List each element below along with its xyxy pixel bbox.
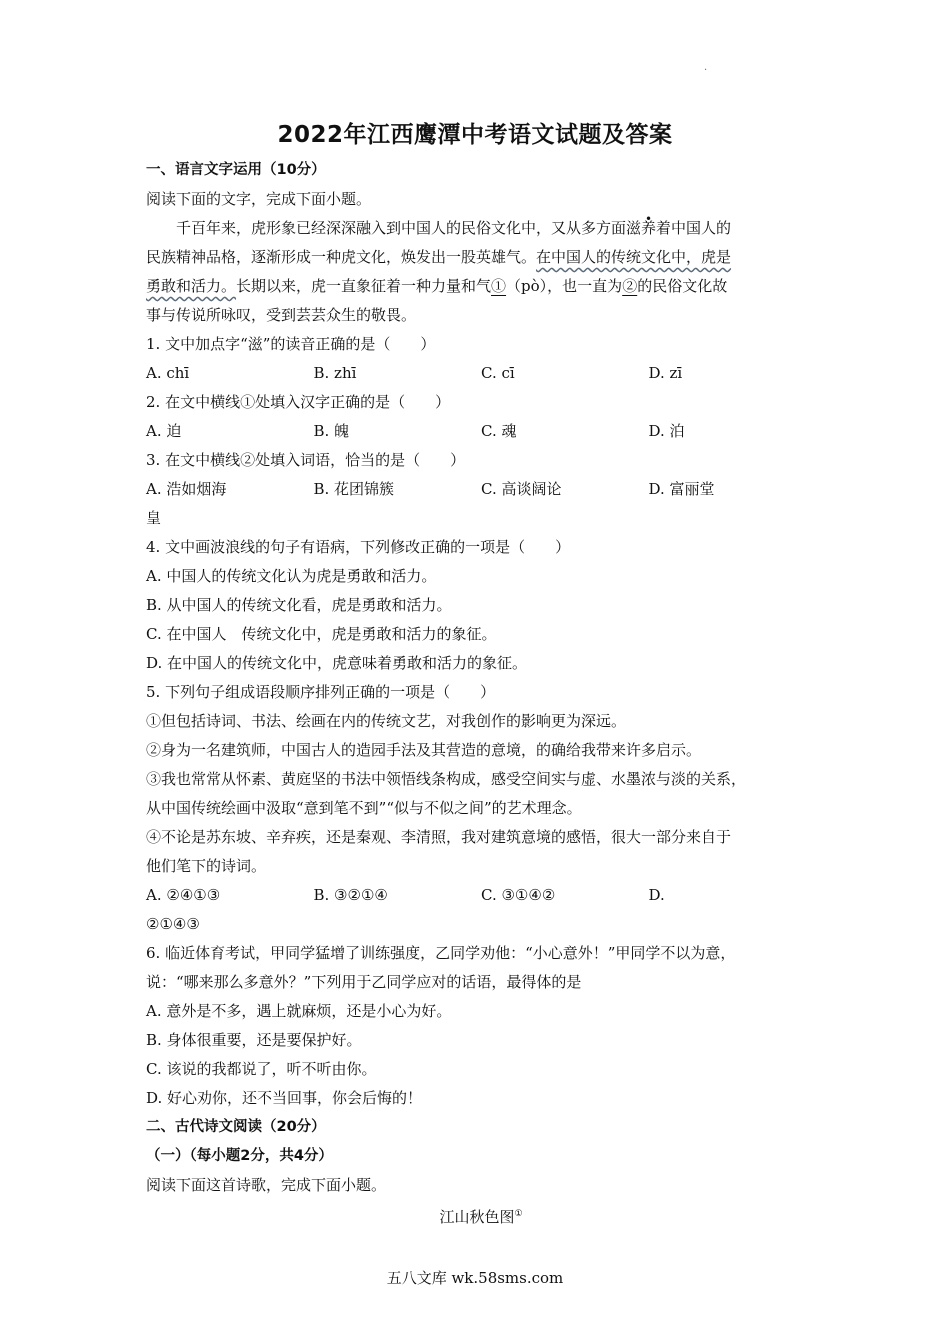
passage-line-4: 事与传说所咏叹，受到芸芸众生的敬畏。 [146, 306, 417, 324]
option-d: D. 富丽堂 [648, 480, 715, 498]
document-body [146, 156, 816, 1229]
sentence-2: ②身为一名建筑师，中国古人的造园手法及其营造的意境，的确给我带来许多启示。 [146, 741, 702, 759]
wavy-underlined-sentence: 在中国人的传统文化中，虎是 [536, 248, 732, 266]
section1-instruction: 阅读下面的文字，完成下面小题。 [146, 190, 372, 208]
question-1-stem: 1. 文中加点字“滋”的读音正确的是（ ） [146, 335, 436, 353]
option-b: B. ③②①④ [313, 886, 388, 904]
passage-text: 千百年来，虎形象已经深深融入到中国人的民俗文化中，又从多方面 [176, 219, 627, 237]
sentence-4: ④不论是苏东坡、辛弃疾，还是秦观、李清照，我对建筑意境的感悟，很大一部分来自于 [146, 828, 732, 846]
option-a: A. 迫 [146, 422, 182, 440]
question-5-options [146, 881, 816, 910]
option-d: D. 在中国人的传统文化中，虎意味着勇敢和活力的象征。 [146, 654, 528, 672]
option-d: D. 好心劝你，还不当回事，你会后悔的！ [146, 1089, 423, 1107]
option-b: B. 从中国人的传统文化看，虎是勇敢和活力。 [146, 596, 452, 614]
passage-line-2 [146, 243, 816, 272]
top-mark: . [704, 62, 708, 73]
sentence-3: ③我也常常从怀素、黄庭坚的书法中领悟线条构成，感受空间实与虚、水墨浓与淡的关系， [146, 770, 747, 788]
passage-line-1 [146, 214, 816, 243]
question-2-options [146, 417, 816, 446]
footer-watermark: 五八文库 wk.58sms.com [386, 1269, 564, 1287]
poem-title-text: 江山秋色图 [439, 1208, 515, 1226]
passage-text: 民族精神品格，逐渐形成一种虎文化，焕发出一股英雄气。 [146, 248, 537, 266]
section2-instruction: 阅读下面这首诗歌，完成下面小题。 [146, 1176, 387, 1194]
passage-text: （pò），也一直为 [506, 277, 623, 295]
option-c: C. ③①④② [481, 886, 556, 904]
question-5-stem: 5. 下列句子组成语段顺序排列正确的一项是（ ） [146, 683, 496, 701]
option-c: C. 魂 [481, 422, 517, 440]
blank-2: ② [622, 277, 638, 295]
option-a: A. chī [146, 364, 190, 382]
question-5-option-wrap: ②①④③ [146, 915, 200, 933]
passage-line-3 [146, 272, 816, 301]
wavy-underlined-sentence: 勇敢和活力。 [146, 277, 237, 295]
sentence-1: ①但包括诗词、书法、绘画在内的传统文艺，对我创作的影响更为深远。 [146, 712, 627, 730]
question-1-options [146, 359, 816, 388]
option-b: B. 身体很重要，还是要保护好。 [146, 1031, 362, 1049]
option-a: A. 中国人的传统文化认为虎是勇敢和活力。 [146, 567, 437, 585]
option-b: B. 魄 [313, 422, 350, 440]
option-d: D. 泊 [648, 422, 685, 440]
question-6-stem: 6. 临近体育考试，甲同学猛增了训练强度，乙同学劝他：“小心意外！”甲同学不以为意， [146, 944, 736, 962]
poem-footnote-marker: ① [514, 1209, 523, 1219]
page-title: 2022年江西鹰潭中考语文试题及答案 [277, 122, 673, 148]
question-3-options [146, 475, 816, 504]
sentence-3-cont: 从中国传统绘画中汲取“意到笔不到”“似与不似之间”的艺术理念。 [146, 799, 582, 817]
question-2-stem: 2. 在文中横线①处填入汉字正确的是（ ） [146, 393, 451, 411]
question-4-stem: 4. 文中画波浪线的句子有语病，下列修改正确的一项是（ ） [146, 538, 571, 556]
poem-title [146, 1200, 816, 1229]
option-a: A. 意外是不多，遇上就麻烦，还是小心为好。 [146, 1002, 452, 1020]
passage-text: 长期以来，虎一直象征着一种力量和气 [236, 277, 492, 295]
question-6-stem-cont: 说：“哪来那么多意外？”下列用于乙同学应对的话语，最得体的是 [146, 973, 582, 991]
option-d: D. [648, 886, 665, 904]
sentence-4-cont: 他们笔下的诗词。 [146, 857, 267, 875]
emphasized-char: 滋 [626, 219, 642, 237]
option-c: C. cī [481, 364, 515, 382]
question-3-stem: 3. 在文中横线②处填入词语，恰当的是（ ） [146, 451, 466, 469]
question-3-option-wrap: 皇 [146, 509, 162, 527]
section2-subheading: （一）（每小题2分，共4分） [146, 1148, 333, 1164]
section1-heading: 一、语言文字运用（10分） [146, 162, 326, 178]
section2-heading: 二、古代诗文阅读（20分） [146, 1119, 326, 1135]
option-a: A. ②④①③ [146, 886, 221, 904]
passage-text: 养着中国人的 [641, 219, 732, 237]
blank-1: ① [491, 277, 507, 295]
option-d: D. zī [648, 364, 683, 382]
option-b: B. zhī [313, 364, 357, 382]
passage-text: 的民俗文化故 [637, 277, 728, 295]
option-a: A. 浩如烟海 [146, 480, 227, 498]
option-b: B. 花团锦簇 [313, 480, 395, 498]
option-c: C. 该说的我都说了，听不听由你。 [146, 1060, 377, 1078]
option-c: C. 高谈阔论 [481, 480, 562, 498]
option-c: C. 在中国人 传统文化中，虎是勇敢和活力的象征。 [146, 625, 497, 643]
